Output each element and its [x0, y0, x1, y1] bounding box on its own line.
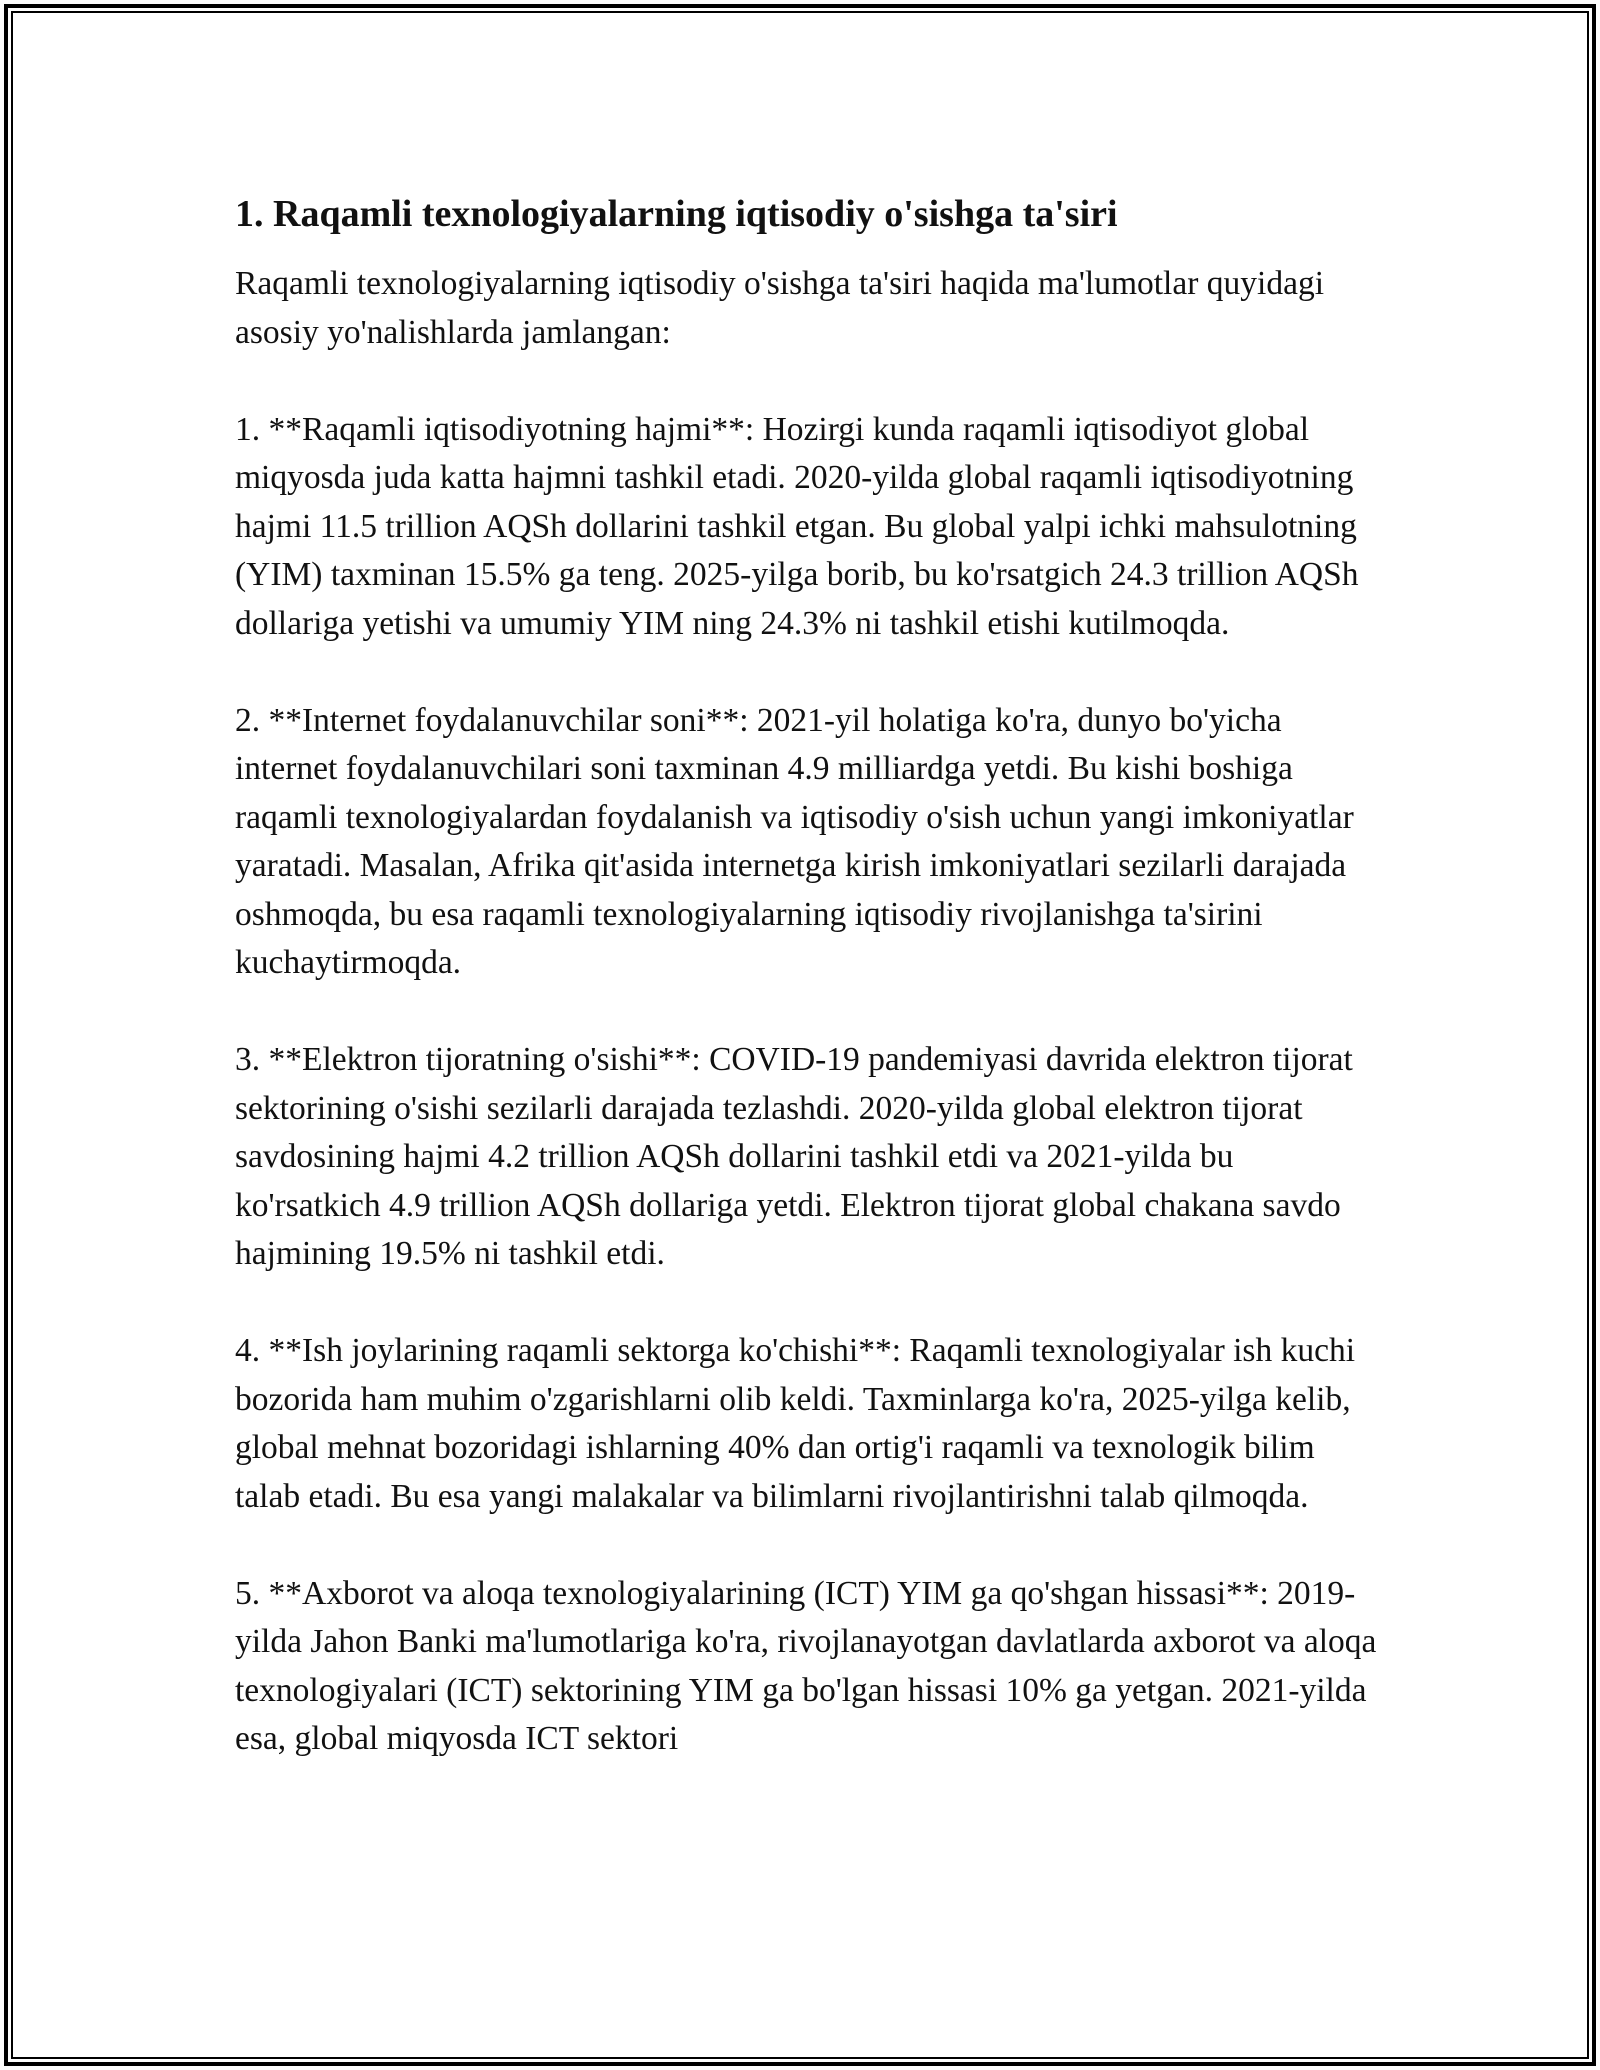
paragraph-ict-gdp-share: 5. **Axborot va aloqa texnologiyalarining (ICT) YIM ga qo'shgan hissasi**: 2019-yilda Jahon Banki ma'lumotlariga ko'ra, rivojlanayotgan davlatlarda axborot va aloqa texnologiyalari (ICT) sektorining YIM ga bo'lgan hissasi 10% ga yetgan. 2021-yilda esa, global miqyosda ICT sektori	[235, 1574, 1377, 1757]
section-heading: 1. Raqamli texnologiyalarning iqtisodiy o'sishga ta'siri	[235, 193, 1118, 235]
paragraph-ecommerce-growth: 3. **Elektron tijoratning o'sishi**: COVID-19 pandemiyasi davrida elektron tijorat sektorining o'sishi sezilarli darajada tezlashdi. 2020-yilda global elektron tijorat savdosining hajmi 4.2 trillion AQSh dollarini tashkil etdi va 2021-yilda bu ko'rsatkich 4.9 trillion AQSh dollariga yetdi. Elektron tijorat global chakana savdo hajmining 19.5% ni tashkil etdi.	[235, 1041, 1353, 1272]
paragraph-digital-economy-size: 1. **Raqamli iqtisodiyotning hajmi**: Hozirgi kunda raqamli iqtisodiyot global miqyosda juda katta hajmni tashkil etadi. 2020-yilda global raqamli iqtisodiyotning hajmi 11.5 trillion AQSh dollarini tashkil etgan. Bu global yalpi ichki mahsulotning (YIM) taxminan 15.5% ga teng. 2025-yilga borib, bu ko'rsatgich 24.3 trillion AQSh dollariga yetishi va umumiy YIM ning 24.3% ni tashkil etishi kutilmoqda.	[235, 410, 1359, 642]
intro-paragraph: Raqamli texnologiyalarning iqtisodiy o'sishga ta'siri haqida ma'lumotlar quyidagi asosiy yo'nalishlarda jamlangan:	[235, 265, 1324, 351]
document-body	[235, 190, 1385, 1812]
paragraph-internet-users: 2. **Internet foydalanuvchilar soni**: 2021-yil holatiga ko'ra, dunyo bo'yicha internet foydalanuvchilari soni taxminan 4.9 milliardga yetdi. Bu kishi boshiga raqamli texnologiyalardan foydalanish va iqtisodiy o'sish uchun yangi imkoniyatlar yaratadi. Masalan, Afrika qit'asida internetga kirish imkoniyatlari sezilarli darajada oshmoqda, bu esa raqamli texnologiyalarning iqtisodiy rivojlanishga ta'sirini kuchaytirmoqda.	[235, 701, 1354, 981]
paragraph-jobs-digital-shift: 4. **Ish joylarining raqamli sektorga ko'chishi**: Raqamli texnologiyalar ish kuchi bozorida ham muhim o'zgarishlarni olib keldi. Taxminlarga ko'ra, 2025-yilga kelib, global mehnat bozoridagi ishlarning 40% dan ortig'i raqamli va texnologik bilim talab etadi. Bu esa yangi malakalar va bilimlarni rivojlantirishni talab qilmoqda.	[235, 1332, 1356, 1515]
